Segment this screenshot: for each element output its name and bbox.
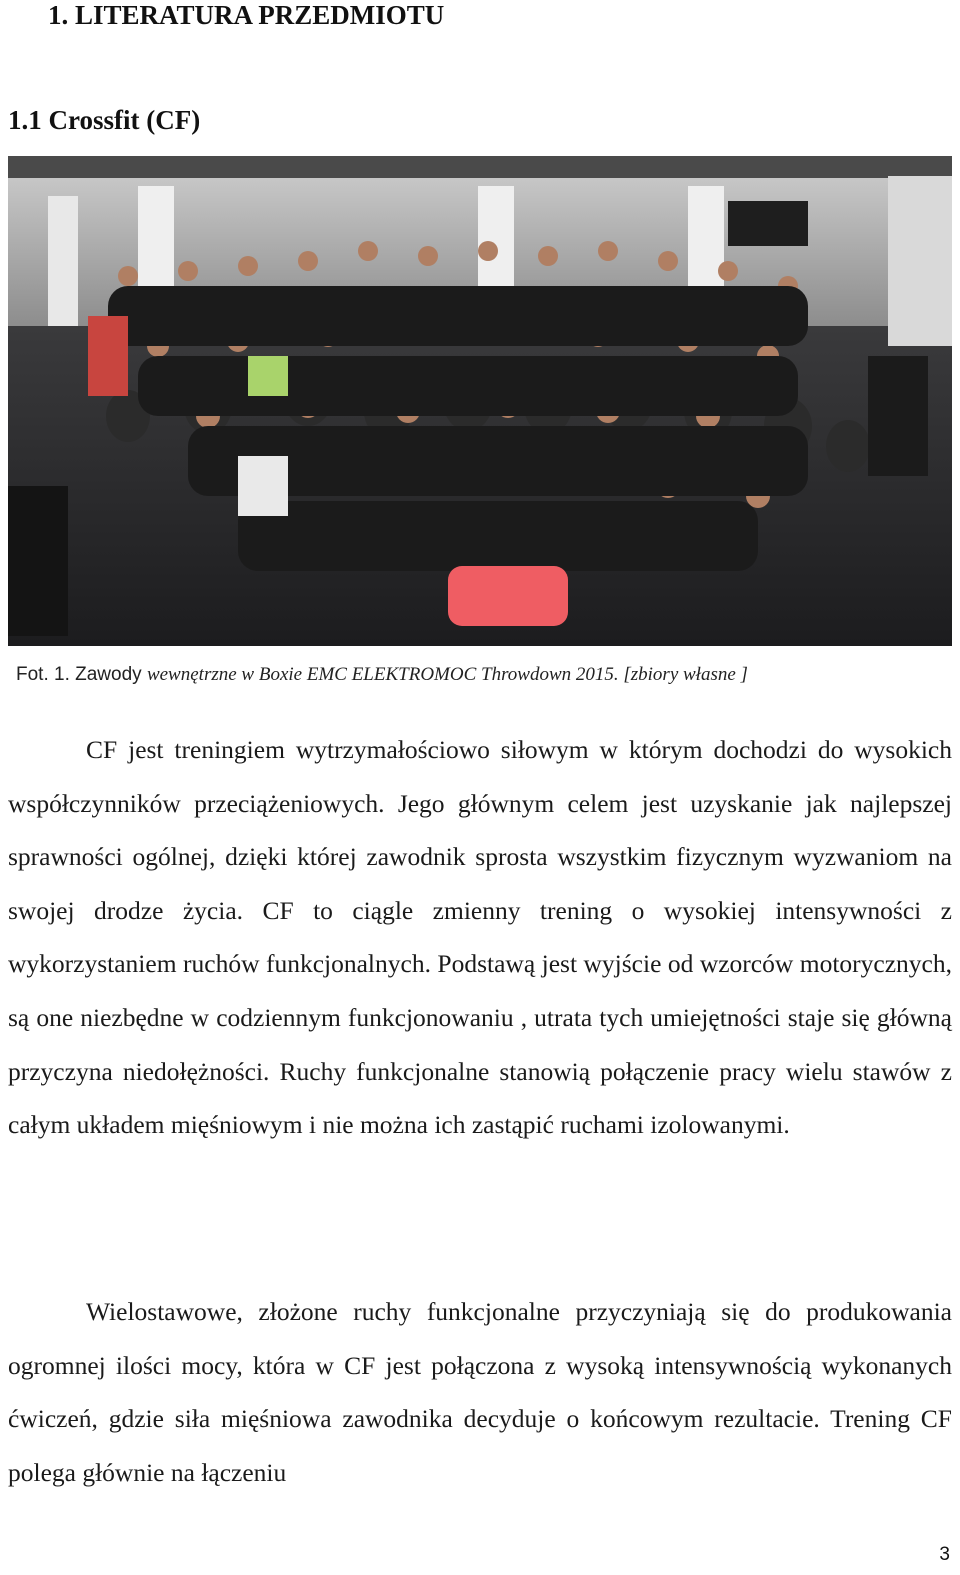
subsection-heading: 1.1 Crossfit (CF) <box>8 105 201 135</box>
group-photo-icon <box>8 156 952 646</box>
section-heading: 1. LITERATURA PRZEDMIOTU <box>48 0 445 30</box>
caption-prefix: Fot. 1. Zawody <box>16 664 147 685</box>
caption-italic: wewnętrzne w Boxie EMC ELEKTROMOC Throwdown 2015. [zbiory własne ] <box>146 664 748 685</box>
paragraph-2-text: Wielostawowe, złożone ruchy funkcjonalne przyczyniają się do produkowania ogromnej ilości mocy, która w CF jest połączona z wysoką intensywnością wykonanych ćwiczeń, gdzie siła mięśniowa zawodnika decyduje o końcowym rezultacie. Trening CF polega głównie na łączeniu <box>8 1297 952 1487</box>
group-photo <box>8 156 952 646</box>
paragraph-2 <box>8 1285 952 1499</box>
paragraph-1 <box>8 723 952 1152</box>
page-number: 3 <box>939 1544 950 1565</box>
paragraph-1-text: CF jest treningiem wytrzymałościowo siłowym w którym dochodzi do wysokich współczynników przeciążeniowych. Jego głównym celem jest uzyskanie jak najlepszej sprawności ogólnej, dzięki której zawodnik sprosta wszystkim fizycznym wyzwaniom na swojej drodze życia. CF to ciągle zmienny trening o wysokiej intensywności z wykorzystaniem ruchów funkcjonalnych. Podstawą jest wyjście od wzorców motorycznych, są one niezbędne w codziennym funkcjonowaniu , utrata tych umiejętności staje się główną przyczyna niedołężności. Ruchy funkcjonalne stanowią połączenie pracy wielu stawów z całym układem mięśniowym i nie można ich zastąpić ruchami izolowanymi. <box>8 735 952 1140</box>
figure-caption <box>16 664 748 686</box>
